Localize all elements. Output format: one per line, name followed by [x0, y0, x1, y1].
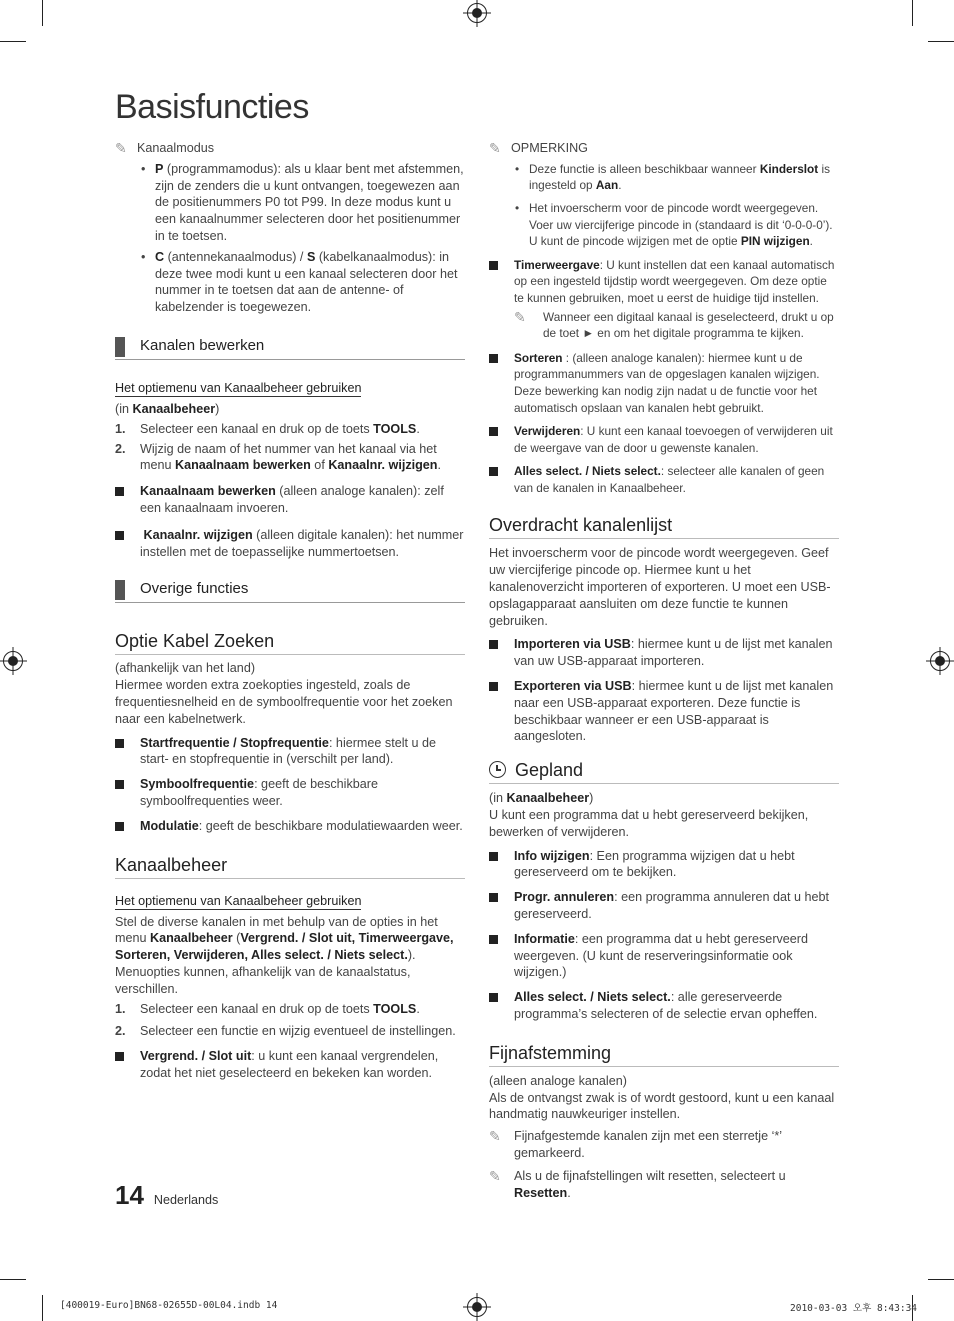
- square-bullet-icon: [489, 852, 498, 861]
- bullet-item: • P (programmamodus): als u klaar bent met afstemmen, zijn de zenders die u kunt ontvangen, toegewezen aan de positienummers P0 tot P99. In deze modus kunt u een kanaalnummer selecteren door het positienummer in te toetsen.: [141, 161, 464, 243]
- bullet-icon: •: [515, 200, 520, 215]
- list-item: Startfrequentie / Stopfrequentie: hiermee stelt u de start- en stopfrequentie in (verschilt per land).: [115, 735, 465, 769]
- bullet-icon: •: [515, 161, 520, 176]
- step-item: 2. Selecteer een functie en wijzig eventueel de instellingen.: [115, 1024, 456, 1039]
- crop-mark: [0, 41, 26, 42]
- page-number: 14: [115, 1180, 144, 1210]
- crop-mark: [928, 1279, 954, 1280]
- list-item: Alles select. / Niets select.: selecteer alle kanalen of geen van de kanalen in Kanaalbeheer.: [489, 463, 839, 496]
- footer-language: Nederlands: [153, 1193, 219, 1207]
- list-item: Informatie: een programma dat u hebt gereserveerd weergeven. (U kunt de reserveringsinformatie ook wijzigen.): [489, 931, 839, 981]
- right-column: [489, 140, 839, 1201]
- crop-mark: [0, 1279, 26, 1280]
- paragraph: U kunt een programma dat u hebt gereserveerd bekijken, bewerken of verwijderen.: [489, 808, 809, 839]
- square-bullet-icon: [115, 487, 124, 496]
- pencil-note-icon: ✎: [115, 140, 127, 156]
- section-heading-overdracht-kanalenlijst: Overdracht kanalenlijst: [489, 514, 839, 539]
- bullet-item: • C (antennekanaalmodus) / S (kabelkanaalmodus): in deze twee modi kunt u een kanaal selecteren door het nummer in te toetsen dat aan de antenne- of kabelzender is toegewezen.: [141, 249, 458, 315]
- square-bullet-icon: [489, 467, 498, 476]
- crop-mark: [912, 0, 913, 26]
- note-timerweergave: ✎ Wanneer een digitaal kanaal is geselecteerd, drukt u op de toet ► en om het digitale programma te kijken.: [514, 308, 834, 341]
- pencil-note-icon: ✎: [489, 1167, 501, 1184]
- context-note: (in Kanaalbeheer): [489, 791, 594, 806]
- list-item: Vergrend. / Slot uit: u kunt een kanaal vergrendelen, zodat het niet geselecteerd en bekeken kan worden.: [115, 1048, 465, 1082]
- print-slug-right: 2010-03-03 오후 8:43:34: [790, 1303, 918, 1314]
- square-bullet-icon: [115, 739, 124, 748]
- list-item: Verwijderen: U kunt een kanaal toevoegen of verwijderen uit de weergave van de door u gewenste kanalen.: [489, 423, 839, 456]
- square-bullet-icon: [489, 640, 498, 649]
- context-note: (afhankelijk van het land): [115, 661, 256, 676]
- paragraph: Hiermee worden extra zoekopties ingesteld, zoals de frequentiesnelheid en de symboolfrequentie voor het zoeken naar een kabelnetwerk.: [115, 678, 453, 726]
- section-heading-overige-functies: Overige functies: [115, 579, 465, 603]
- pencil-note-icon: ✎: [489, 140, 501, 156]
- heading-bar-icon: [115, 337, 125, 357]
- subheading: Het optiemenu van Kanaalbeheer gebruiken: [115, 893, 362, 908]
- bullet-item: • Het invoerscherm voor de pincode wordt weergegeven. Voer uw viercijferige pincode in (standaard is dit ‘0-0-0-0’). U kunt de pincode wijzigen met de optie PIN wijzigen.: [515, 200, 833, 249]
- bullet-icon: •: [141, 161, 146, 176]
- section-heading-gepland: Gepland: [489, 759, 839, 784]
- square-bullet-icon: [115, 780, 124, 789]
- crop-mark: [42, 0, 43, 26]
- note-kanaalmodus: ✎ Kanaalmodus: [115, 140, 215, 156]
- list-item: Alles select. / Niets select.: alle gereserveerde programma’s selecteren of de selectie ervan opheffen.: [489, 989, 839, 1023]
- registration-mark-icon: [467, 3, 487, 23]
- square-bullet-icon: [489, 261, 498, 270]
- square-bullet-icon: [115, 822, 124, 831]
- paragraph: Het invoerscherm voor de pincode wordt weergegeven. Geef uw viercijferige pincode op. Hiermee kunt u het kanalenoverzicht importeren of exporteren. U moet een USB-opslagapparaat aansluiten om deze functie te kunnen gebruiken.: [489, 546, 831, 628]
- list-item: Kanaalnaam bewerken (alleen analoge kanalen): zelf een kanaalnaam invoeren.: [115, 483, 465, 517]
- context-note: (alleen analoge kanalen): [489, 1073, 627, 1088]
- square-bullet-icon: [115, 531, 124, 540]
- section-heading-optie-kabel-zoeken: Optie Kabel Zoeken: [115, 630, 465, 655]
- square-bullet-icon: [489, 993, 498, 1002]
- square-bullet-icon: [489, 427, 498, 436]
- paragraph: Als de ontvangst zwak is of wordt gestoord, kunt u een kanaal handmatig nauwkeuriger instellen.: [489, 1090, 835, 1122]
- pencil-note-icon: ✎: [489, 1128, 501, 1145]
- list-item: Info wijzigen: Een programma wijzigen dat u hebt gereserveerd om te bekijken.: [489, 848, 839, 882]
- list-item: Progr. annuleren: een programma annuleren dat u hebt gereserveerd.: [489, 889, 839, 923]
- crop-mark: [928, 41, 954, 42]
- section-heading-kanaalbeheer: Kanaalbeheer: [115, 854, 465, 879]
- left-column: [115, 140, 465, 1082]
- step-item: 1. Selecteer een kanaal en druk op de toets TOOLS.: [115, 421, 420, 436]
- note-fijnafstemming: ✎ Fijnafgestemde kanalen zijn met een sterretje ‘*’ gemarkeerd.: [489, 1128, 782, 1160]
- square-bullet-icon: [489, 354, 498, 363]
- list-item: Sorteren : (alleen analoge kanalen): hiermee kunt u de programmanummers van de opgeslagen kanalen wijzigen. Deze bewerking kan nodig zijn nadat u de functie voor het automatisch opslaan van kanalen hebt gebruikt.: [489, 350, 839, 416]
- bullet-icon: •: [141, 249, 146, 264]
- page-title: Basisfuncties: [115, 88, 309, 126]
- subheading: Het optiemenu van Kanaalbeheer gebruiken: [115, 380, 362, 395]
- section-heading-kanalen-bewerken: Kanalen bewerken: [115, 336, 465, 360]
- page-footer: [115, 1180, 218, 1211]
- context-note: (in Kanaalbeheer): [115, 401, 220, 416]
- list-item: Modulatie: geeft de beschikbare modulatiewaarden weer.: [115, 818, 465, 835]
- bullet-item: • Deze functie is alleen beschikbaar wanneer Kinderslot is ingesteld op Aan.: [515, 161, 830, 193]
- note-opmerking: ✎ OPMERKING: [489, 140, 588, 156]
- list-item: Timerweergave: U kunt instellen dat een kanaal automatisch op een ingesteld tijdstip wordt weergegeven. Om deze optie te kunnen gebruiken, moet u eerst de huidige tijd instellen.: [489, 257, 839, 307]
- clock-icon: [489, 761, 506, 778]
- list-item: Importeren via USB: hiermee kunt u de lijst met kanalen van uw USB-apparaat importeren.: [489, 636, 839, 670]
- square-bullet-icon: [489, 935, 498, 944]
- paragraph: Stel de diverse kanalen in met behulp van de opties in het menu Kanaalbeheer (Vergrend. / Slot uit, Timerweergave, Sorteren, Verwijderen, Alles select. / Niets select.). Menuopties kunnen, afhankelijk van de kanaalstatus, verschillen.: [115, 914, 454, 996]
- square-bullet-icon: [489, 893, 498, 902]
- crop-mark: [42, 1295, 43, 1321]
- list-item: Exporteren via USB: hiermee kunt u de lijst met kanalen naar een USB-apparaat exporteren. Deze functie is beschikbaar wanneer er een USB-apparaat is aangesloten.: [489, 678, 839, 745]
- section-heading-fijnafstemming: Fijnafstemming: [489, 1042, 839, 1067]
- registration-mark-icon: [467, 1297, 487, 1317]
- print-slug-left: [400019-Euro]BN68-02655D-00L04.indb 14: [60, 1300, 278, 1311]
- pencil-note-icon: ✎: [514, 308, 526, 325]
- square-bullet-icon: [489, 682, 498, 691]
- step-item: 1. Selecteer een kanaal en druk op de toets TOOLS.: [115, 1001, 420, 1016]
- note-resetten: ✎ Als u de fijnafstellingen wilt resetten, selecteert u Resetten.: [489, 1167, 786, 1200]
- registration-mark-icon: [930, 651, 950, 671]
- step-item: 2. Wijzig de naam of het nummer van het kanaal via het menu Kanaalnaam bewerken of Kanaalnr. wijzigen.: [115, 441, 442, 473]
- list-item: Symboolfrequentie: geeft de beschikbare symboolfrequenties weer.: [115, 776, 465, 810]
- square-bullet-icon: [115, 1052, 124, 1061]
- registration-mark-icon: [3, 651, 23, 671]
- list-item: Kanaalnr. wijzigen (alleen digitale kanalen): het nummer instellen met de toepasselijke nummertoetsen.: [115, 527, 465, 561]
- heading-bar-icon: [115, 580, 125, 600]
